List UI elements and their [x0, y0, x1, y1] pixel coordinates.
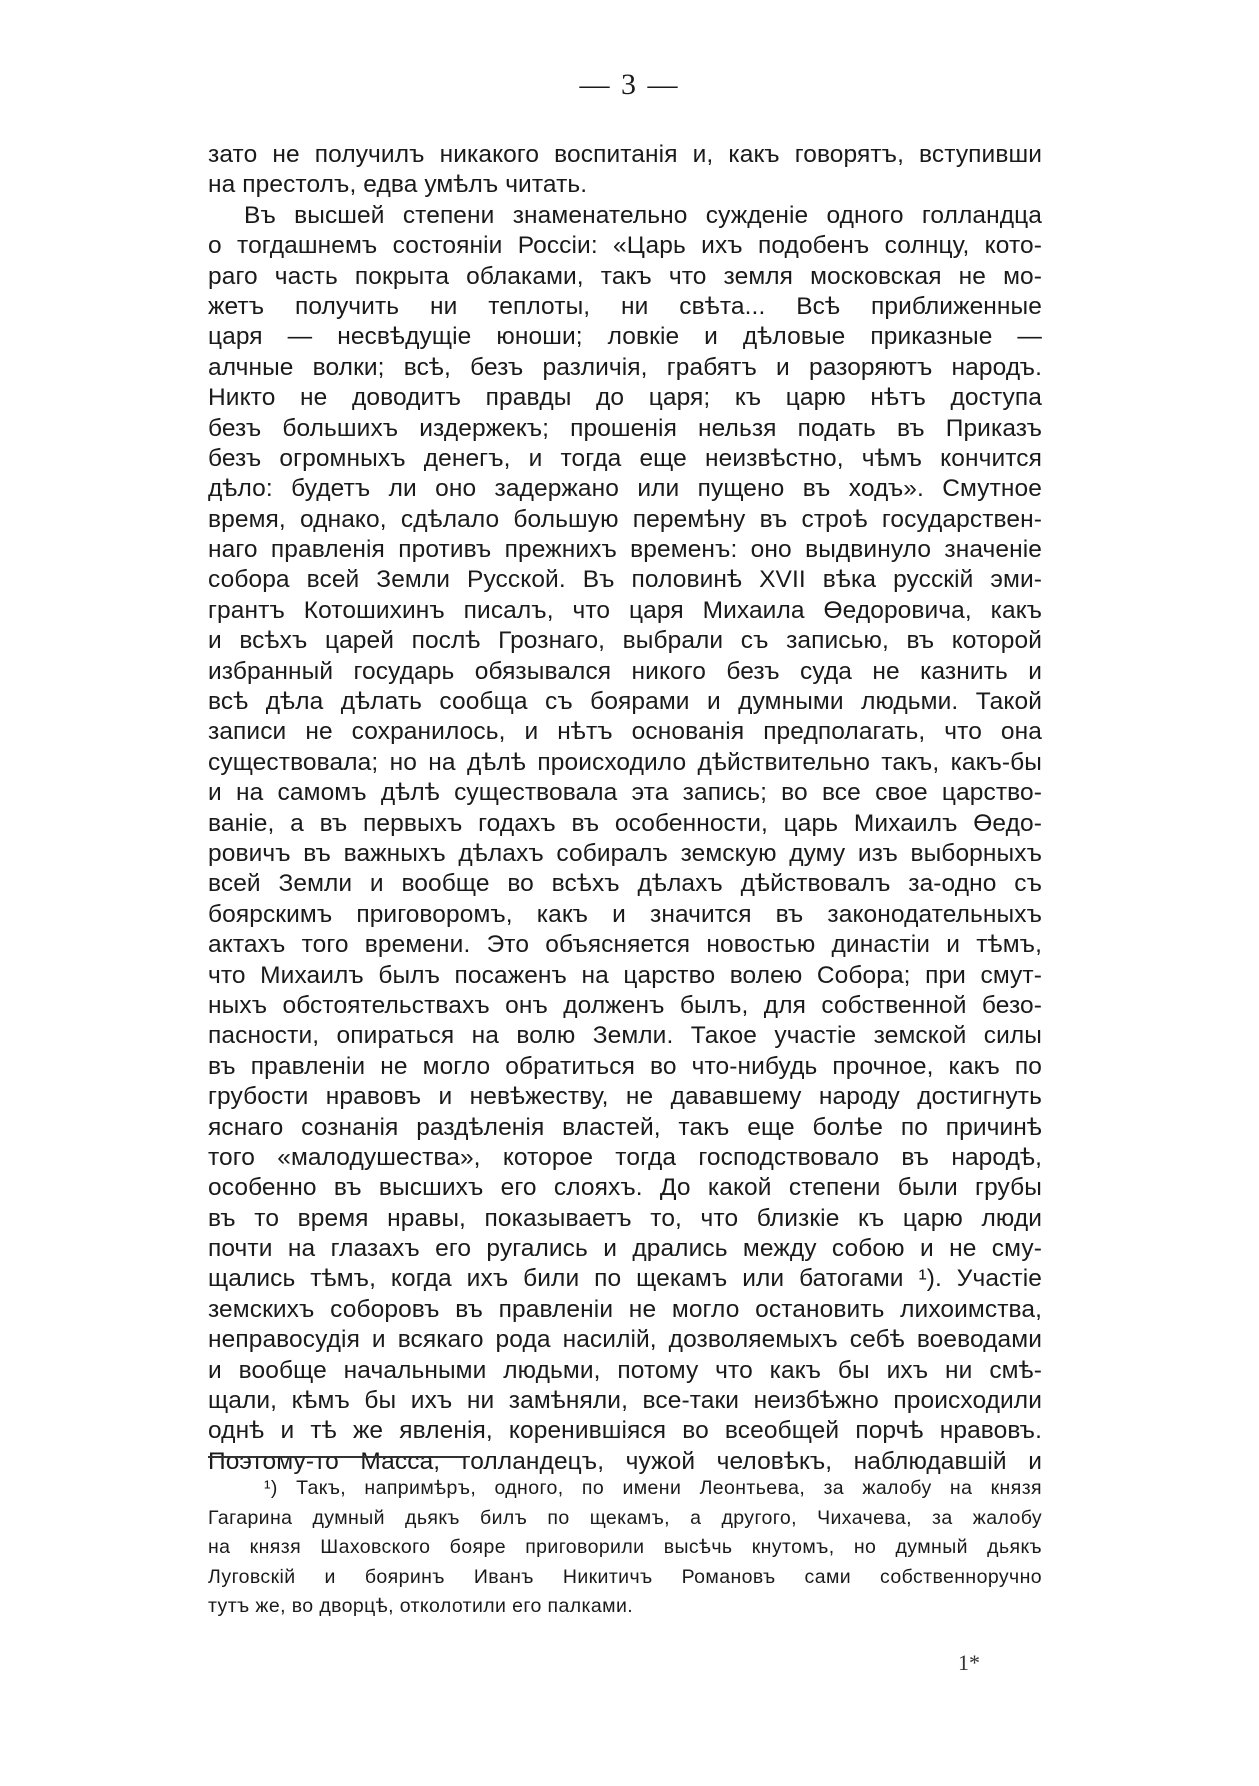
- text-line: и всѣхъ царей послѣ Грознаго, выбрали съ записью, въ которой: [208, 627, 1042, 655]
- text-line: почти на глазахъ его ругались и дрались между собою и не сму-: [208, 1235, 1042, 1263]
- text-line: безъ большихъ издержекъ; прошенія нельзя подать въ Приказъ: [208, 414, 1042, 442]
- signature-mark: 1*: [958, 1650, 980, 1675]
- footnote: [208, 1474, 1042, 1622]
- footnote-line: Луговскій и бояринъ Иванъ Никитичъ Романовъ сами собственноручно: [208, 1565, 1042, 1588]
- text-line: что Михаилъ былъ посаженъ на царство волею Собора; при смут-: [208, 961, 1042, 989]
- text-line: актахъ того времени. Это объясняется новостью династіи и тѣмъ,: [208, 931, 1042, 959]
- text-line: особенно въ высшихъ его слояхъ. До какой степени были грубы: [208, 1174, 1042, 1202]
- body-text: [208, 140, 1042, 1477]
- text-line: всей Земли и вообще во всѣхъ дѣлахъ дѣйствовалъ за-одно съ: [208, 870, 1042, 898]
- text-line: избранный государь обязывался никого безъ суда не казнить и: [208, 657, 1042, 685]
- text-line: ваніе, а въ первыхъ годахъ въ особенности, царь Михаилъ Өедо-: [208, 809, 1042, 837]
- text-line: въ правленіи не могло обратиться во что-нибудь прочное, какъ по: [208, 1052, 1042, 1080]
- text-line: всѣ дѣла дѣлать сообща съ боярами и думными людьми. Такой: [208, 688, 1042, 716]
- footnote-line: ¹) Такъ, напримѣръ, одного, по имени Леонтьева, за жалобу на князя: [264, 1477, 1042, 1499]
- text-line: ровичъ въ важныхъ дѣлахъ собиралъ земскую думу изъ выборныхъ: [208, 839, 1042, 867]
- footnote-line: Гагарина думный дьякъ билъ по щекамъ, а другого, Чихачева, за жалобу: [208, 1506, 1042, 1529]
- text-line: дѣло: будетъ ли оно задержано или пущено въ ходъ». Смутное: [208, 475, 1042, 503]
- text-line: алчные волки; всѣ, безъ различія, грабятъ и разоряютъ народъ.: [208, 353, 1042, 381]
- text-line: земскихъ соборовъ въ правленіи не могло остановить лихоимства,: [208, 1295, 1042, 1323]
- text-line: ныхъ обстоятельствахъ онъ долженъ былъ, для собственной безо-: [208, 991, 1042, 1019]
- text-line: однѣ и тѣ же явленія, коренившіяся во всеобщей порчѣ нравовъ.: [208, 1417, 1042, 1445]
- text-line: щали, кѣмъ бы ихъ ни замѣняли, все-таки неизбѣжно происходили: [208, 1387, 1042, 1415]
- text-line: неправосудія и всякаго рода насилій, дозволяемыхъ себѣ воеводами: [208, 1326, 1042, 1354]
- footnote-line: тутъ же, во дворцѣ, отколотили его палками.: [208, 1595, 634, 1618]
- text-line: о тогдашнемъ состояніи Россіи: «Царь ихъ подобенъ солнцу, кото-: [208, 232, 1042, 260]
- footnote-divider: [208, 1456, 466, 1458]
- text-line: яснаго сознанія раздѣленія властей, такъ еще болѣе по причинѣ: [208, 1113, 1042, 1141]
- text-line: записи не сохранилось, и нѣтъ основанія предполагать, что она: [208, 718, 1042, 746]
- page-number: — 3 —: [579, 68, 680, 101]
- text-line: грантъ Котошихинъ писалъ, что царя Михаила Өедоровича, какъ: [208, 596, 1042, 624]
- text-line: и на самомъ дѣлѣ существовала эта запись; во все свое царство-: [208, 779, 1042, 807]
- text-line: грубости нравовъ и невѣжеству, не дававшему народу достигнуть: [208, 1083, 1042, 1111]
- text-line: щались тѣмъ, когда ихъ били по щекамъ или батогами ¹). Участіе: [208, 1265, 1042, 1293]
- text-line: пасности, опираться на волю Земли. Такое участіе земской силы: [208, 1022, 1042, 1050]
- text-line: жетъ получить ни теплоты, ни свѣта... Всѣ приближенные: [208, 292, 1042, 320]
- text-line: на престолъ, едва умѣлъ читать.: [208, 171, 588, 199]
- footnote-line: на князя Шаховского бояре приговорили высѣчь кнутомъ, но думный дьякъ: [208, 1536, 1042, 1559]
- text-line: въ то время нравы, показываетъ то, что близкіе къ царю люди: [208, 1204, 1042, 1232]
- text-line: раго часть покрыта облаками, такъ что земля московская не мо-: [208, 262, 1042, 290]
- text-line: царя — несвѣдущіе юноши; ловкіе и дѣловые приказные —: [208, 323, 1042, 351]
- text-line: существовала; но на дѣлѣ происходило дѣйствительно такъ, какъ-бы: [208, 748, 1042, 776]
- text-line: Никто не доводитъ правды до царя; къ царю нѣтъ доступа: [208, 384, 1042, 412]
- text-line: время, однако, сдѣлало большую перемѣну въ строѣ государствен-: [208, 505, 1042, 533]
- text-line: собора всей Земли Русской. Въ половинѣ XVII вѣка русскій эми-: [208, 566, 1042, 594]
- text-line: Въ высшей степени знаменательно сужденіе одного голландца: [244, 201, 1042, 229]
- text-line: зато не получилъ никакого воспитанія и, какъ говорятъ, вступивши: [208, 141, 1042, 168]
- text-line: боярскимъ приговоромъ, какъ и значится въ законодательныхъ: [208, 900, 1042, 928]
- text-line: наго правленія противъ прежнихъ временъ: оно выдвинуло значеніе: [208, 536, 1042, 564]
- text-line: Поэтому-то Масса, голландецъ, чужой человѣкъ, наблюдавшій и: [208, 1447, 1042, 1475]
- text-line: и вообще начальными людьми, потому что какъ бы ихъ ни смѣ-: [208, 1356, 1042, 1384]
- text-line: безъ огромныхъ денегъ, и тогда еще неизвѣстно, чѣмъ кончится: [208, 444, 1042, 472]
- text-line: того «малодушества», которое тогда господствовало въ народѣ,: [208, 1143, 1042, 1171]
